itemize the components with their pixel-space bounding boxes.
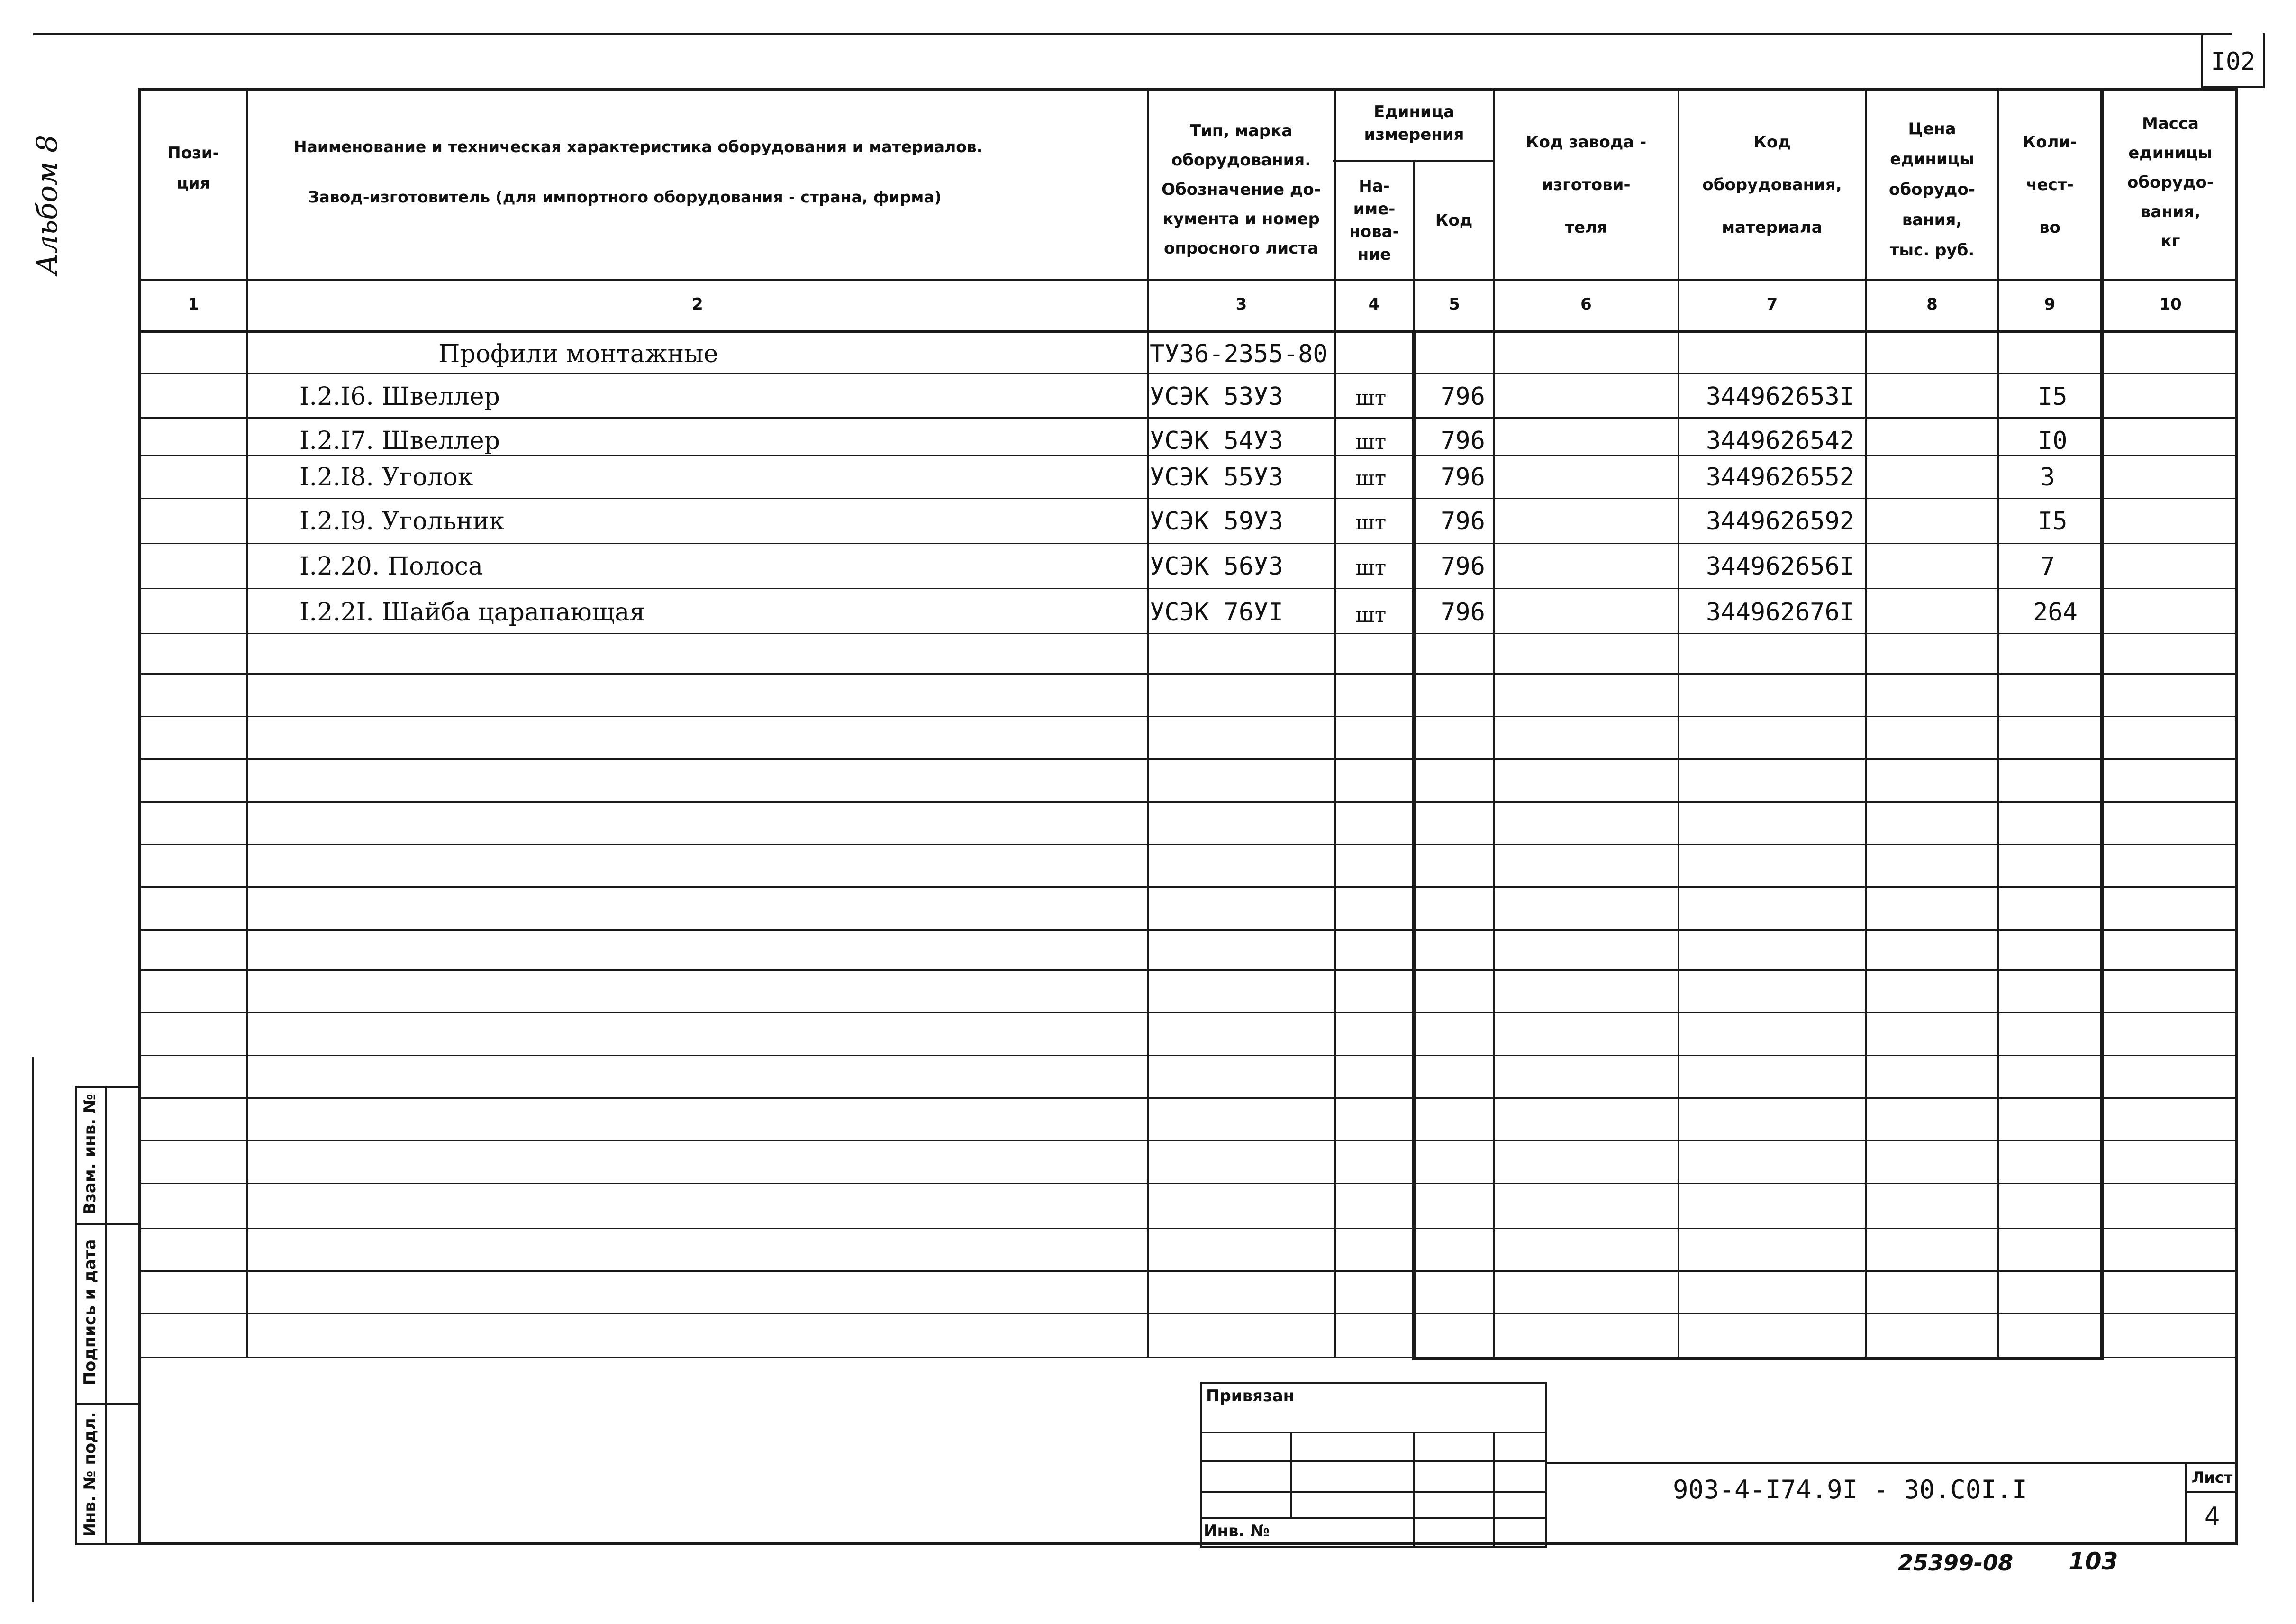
header-name-line2: Завод-изготовитель (для импортного оборудования - страна, фирма) xyxy=(308,188,942,206)
table-row-line xyxy=(140,886,2236,888)
row-5-qty: 7 xyxy=(2040,552,2055,581)
header-type-text: Тип, марка оборудования. Обозначение до- кумента и номер опросного листа xyxy=(1162,121,1321,258)
row-3-type: УСЭК 55У3 xyxy=(1150,463,1283,492)
row-6-material-code: 344962676I xyxy=(1706,598,1855,627)
header-material-code-text: Код оборудования, материала xyxy=(1702,133,1842,237)
col-num-2: 2 xyxy=(692,295,703,314)
row-4-type: УСЭК 59У3 xyxy=(1150,507,1283,536)
table-row-line xyxy=(140,1055,2236,1056)
tb-vline-3 xyxy=(1493,1432,1495,1548)
table-row-line xyxy=(140,1357,2236,1358)
header-mass xyxy=(2104,102,2237,263)
table-row-line xyxy=(140,673,2236,675)
row-1-type: УСЭК 53У3 xyxy=(1150,383,1283,411)
row-4-qty: I5 xyxy=(2038,507,2068,536)
col-num-9: 9 xyxy=(2044,295,2056,314)
side-stamp-vzam: Взам. инв. № xyxy=(81,1094,100,1215)
row-5-name: I.2.20. Полоса xyxy=(299,552,483,581)
table-row-line xyxy=(140,1097,2236,1099)
footer-code: 25399-08 xyxy=(1898,1550,2014,1576)
row-2-name: I.2.I7. Швеллер xyxy=(299,427,500,455)
header-unit-code-text: Код xyxy=(1435,211,1473,230)
col-num-5: 5 xyxy=(1449,295,1460,314)
col-num-3: 3 xyxy=(1235,295,1247,314)
table-row-line xyxy=(140,588,2236,589)
row-5-material-code: 344962656I xyxy=(1706,552,1855,581)
header-name-line1: Наименование и техническая характеристика оборудования и материалов. xyxy=(294,137,983,156)
table-row-line xyxy=(140,1228,2236,1229)
col-num-4: 4 xyxy=(1368,295,1380,314)
sheet-number-top: I02 xyxy=(2211,47,2256,76)
row-1-qty: I5 xyxy=(2038,383,2068,411)
row-3-qty: 3 xyxy=(2040,463,2055,492)
row-0-name: Профили монтажные xyxy=(438,340,718,368)
col-line-1 xyxy=(246,88,248,1358)
col-num-1: 1 xyxy=(188,295,199,314)
table-row-line xyxy=(140,1313,2236,1314)
header-factory-code xyxy=(1495,114,1678,256)
row-5-unit: шт xyxy=(1355,556,1387,580)
col-num-7: 7 xyxy=(1766,295,1778,314)
col-line-2 xyxy=(1147,88,1149,1358)
table-row-line xyxy=(140,969,2236,971)
row-2-unit: шт xyxy=(1355,430,1387,454)
row-1-unit: шт xyxy=(1355,386,1387,410)
header-unit-name xyxy=(1336,166,1413,275)
col-line-5 xyxy=(1493,88,1495,1358)
row-3-code: 796 xyxy=(1441,463,1485,492)
row-6-name: I.2.2I. Шайба царапающая xyxy=(299,598,645,627)
tb-vline-1 xyxy=(1290,1432,1292,1517)
left-margin-line xyxy=(32,1057,34,1602)
row-1-material-code: 344962653I xyxy=(1706,383,1855,411)
row-2-code: 796 xyxy=(1441,427,1485,455)
table-row-line xyxy=(140,543,2236,544)
col-line-9 xyxy=(2100,88,2104,1358)
table-row-line xyxy=(140,373,2236,374)
row-4-name: I.2.I9. Угольник xyxy=(299,507,505,536)
row-1-name: I.2.I6. Швеллер xyxy=(299,383,500,411)
col-num-8: 8 xyxy=(1926,295,1938,314)
column-number-divider xyxy=(138,330,2238,333)
header-unit-code xyxy=(1415,166,1493,275)
row-6-type: УСЭК 76УI xyxy=(1150,598,1283,627)
tb-list-number: 4 xyxy=(2204,1502,2220,1532)
table-row-line xyxy=(140,1270,2236,1272)
header-factory-code-text: Код завода - изготови- теля xyxy=(1525,133,1647,237)
table-row-line xyxy=(140,844,2236,845)
row-5-type: УСЭК 56У3 xyxy=(1150,552,1283,581)
side-stamp-podpis: Подпись и дата xyxy=(81,1239,100,1386)
row-3-name: I.2.I8. Уголок xyxy=(299,463,473,492)
header-unit-name-text: На- име- нова- ние xyxy=(1349,177,1399,264)
header-unit-group-text: Единица измерения xyxy=(1364,102,1464,144)
row-2-material-code: 3449626542 xyxy=(1706,427,1855,455)
row-3-material-code: 3449626552 xyxy=(1706,463,1855,492)
side-stamp-inv: Инв. № подл. xyxy=(81,1412,100,1537)
table-row-line xyxy=(140,498,2236,499)
tb-designation: 903-4-I74.9I - 30.C0I.I xyxy=(1673,1475,2027,1505)
row-0-type: ТУ36-2355-80 xyxy=(1150,340,1328,368)
tb-vline-2 xyxy=(1413,1432,1415,1548)
tb-inv-label: Инв. № xyxy=(1204,1522,1270,1541)
row-6-unit: шт xyxy=(1355,603,1387,627)
right-border-upper xyxy=(2263,33,2265,86)
table-row-line xyxy=(140,929,2236,931)
col-num-6: 6 xyxy=(1580,295,1592,314)
tb-list-label: Лист xyxy=(2191,1469,2233,1487)
table-row-line xyxy=(140,633,2236,634)
header-quantity xyxy=(1999,114,2100,256)
table-row-line xyxy=(140,417,2236,419)
row-2-qty: I0 xyxy=(2038,427,2068,455)
header-price-text: Цена единицы оборудо- вания, тыс. руб. xyxy=(1889,119,1975,260)
side-stamp-div-1 xyxy=(75,1223,140,1225)
footer-page: 103 xyxy=(2069,1548,2118,1575)
album-label: Альбом 8 xyxy=(31,134,64,275)
header-quantity-text: Коли- чест- во xyxy=(2023,133,2077,237)
row-5-code: 796 xyxy=(1441,552,1485,581)
header-position-text: Пози- ция xyxy=(167,144,219,193)
table-row-line xyxy=(140,716,2236,717)
top-border-line xyxy=(33,33,2232,35)
tb-designation-top xyxy=(1546,1462,2238,1464)
tb-line-1 xyxy=(1200,1432,1547,1433)
row-4-code: 796 xyxy=(1441,507,1485,536)
tb-privyazan-label: Привязан xyxy=(1206,1387,1295,1405)
row-1-code: 796 xyxy=(1441,383,1485,411)
row-2-type: УСЭК 54У3 xyxy=(1150,427,1283,455)
row-4-unit: шт xyxy=(1355,511,1387,535)
col-line-8 xyxy=(1997,88,1999,1358)
header-type xyxy=(1149,109,1334,270)
row-4-material-code: 3449626592 xyxy=(1706,507,1855,536)
header-material-code xyxy=(1679,114,1865,256)
table-row-line xyxy=(140,801,2236,803)
side-stamp-inner-line xyxy=(105,1086,107,1545)
header-unit-group xyxy=(1336,92,1492,154)
header-position xyxy=(140,133,246,204)
col-line-6 xyxy=(1678,88,1679,1358)
row-6-code: 796 xyxy=(1441,598,1485,627)
tb-list-divider xyxy=(2185,1491,2238,1493)
row-6-qty: 264 xyxy=(2033,598,2078,627)
col-line-7 xyxy=(1865,88,1867,1358)
header-price xyxy=(1867,107,1997,273)
table-row-line xyxy=(140,1012,2236,1013)
header-mass-text: Масса единицы оборудо- вания, кг xyxy=(2127,114,2214,251)
col-num-10: 10 xyxy=(2159,295,2182,314)
row-3-unit: шт xyxy=(1355,466,1387,491)
table-row-line xyxy=(140,758,2236,760)
table-row-line xyxy=(140,1183,2236,1184)
col-line-3 xyxy=(1334,88,1336,1358)
table-row-line xyxy=(140,1140,2236,1141)
